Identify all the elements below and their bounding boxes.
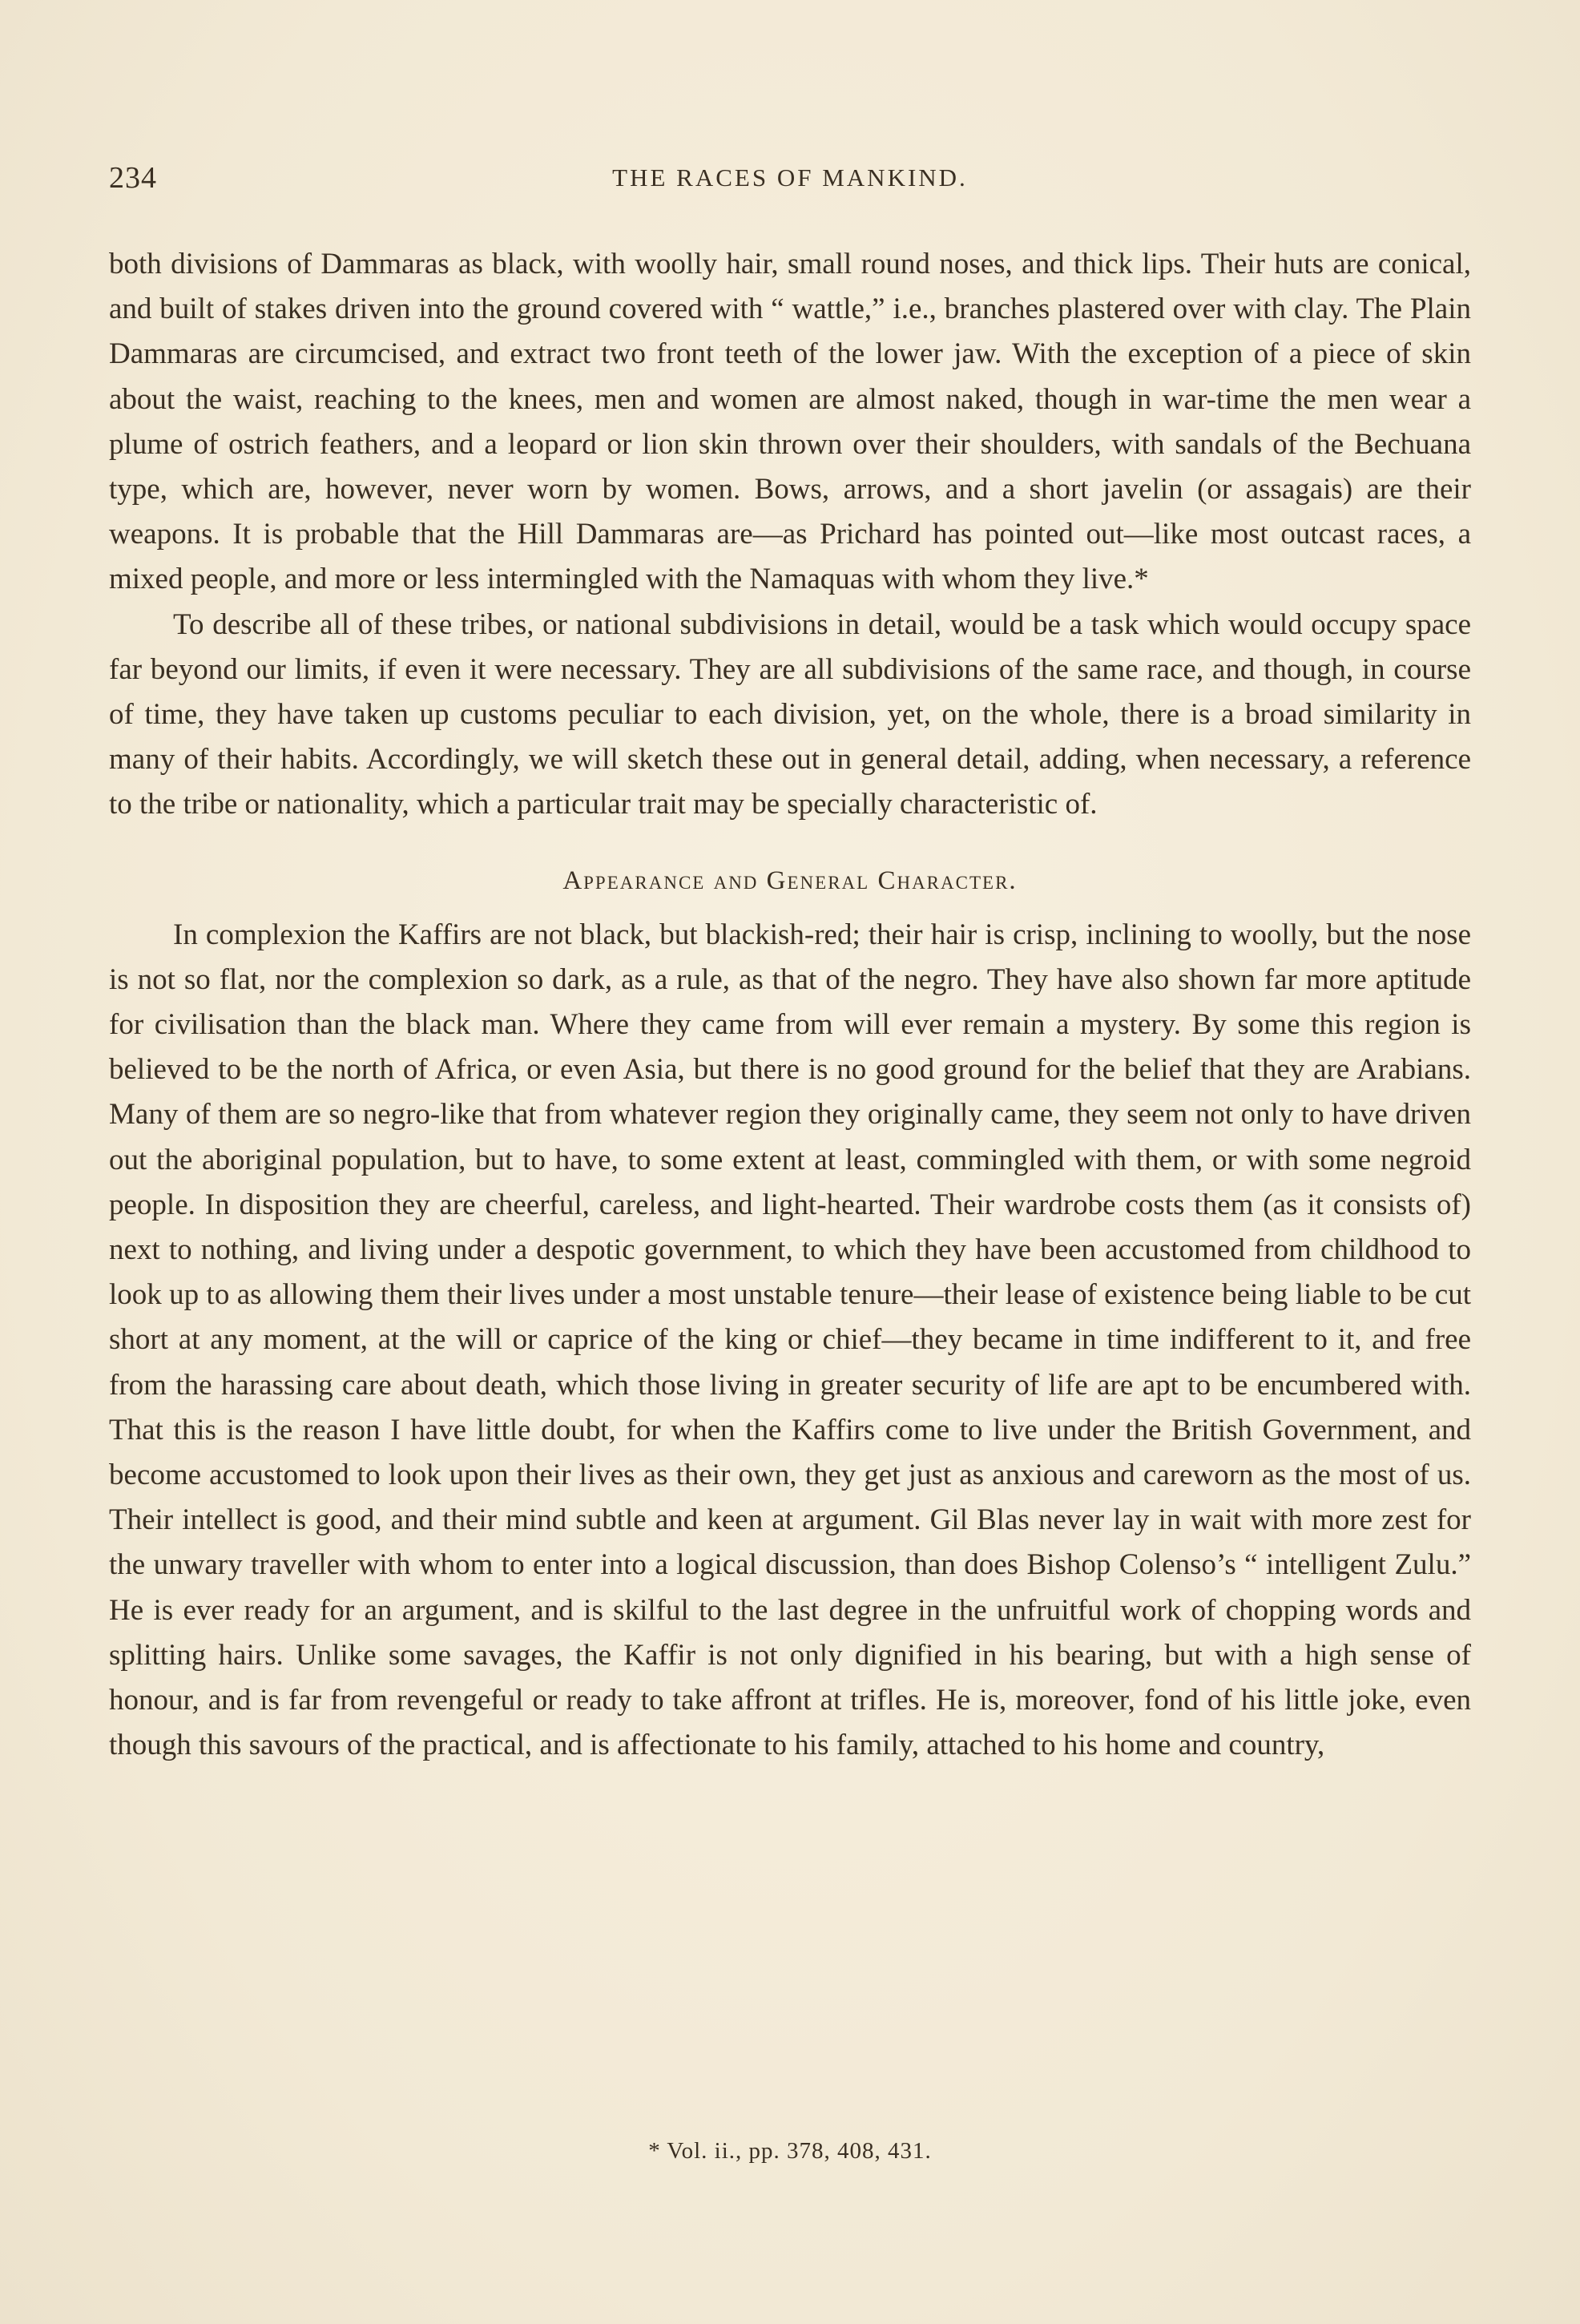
paragraph-tribes: To describe all of these tribes, or national subdivisions in detail, would be a task which would occupy space far beyond our limits, if even it were necessary. They are all subdivisions of the same race, and though, in course of time, they have taken up customs peculiar to each division, yet, on the whole, there is a broad similarity in many of their habits. Accordingly, we will sketch these out in general detail, adding, when necessary, a reference to the tribe or nationality, which a particular trait may be specially characteristic of.: [109, 607, 1471, 821]
page-body: [109, 242, 1471, 1769]
page-number: 234: [109, 161, 157, 195]
running-head: THE RACES OF MANKIND.: [612, 163, 968, 192]
paragraph-dammaras: both divisions of Dammaras as black, with woolly hair, small round noses, and thick lips. Their huts are conical, and built of stakes driven into the ground covered with “ wattle,” i.e., branches plastered over with clay. The Plain Dammaras are circumcised, and extract two front teeth of the lower jaw. With the exception of a piece of skin about the waist, reaching to the knees, men and women are almost naked, though in war-time the men wear a plume of ostrich feathers, and a leopard or lion skin thrown over their shoulders, with sandals of the Bechuana type, which are, however, never worn by women. Bows, arrows, and a short javelin (or assagais) are their weapons. It is probable that the Hill Dammaras are—as Prichard has pointed out—like most outcast races, a mixed people, and more or less intermingled with the Namaquas with whom they live.*: [109, 248, 1471, 596]
section-heading: Appearance and General Character.: [562, 865, 1018, 895]
page-header: [109, 160, 1471, 208]
footnote: * Vol. ii., pp. 378, 408, 431.: [648, 2138, 932, 2164]
paragraph-appearance: In complexion the Kaffirs are not black, but blackish-red; their hair is crisp, inclining to woolly, but the nose is not so flat, nor the complexion so dark, as a rule, as that of the negro. They have also shown far more aptitude for civilisation than the black man. Where they came from will ever remain a mystery. By some this region is believed to be the north of Africa, or even Asia, but there is no good ground for the belief that they are Arabians. Many of them are so negro-like that from whatever region they originally came, they seem not only to have driven out the aboriginal population, but to have, to some extent at least, commingled with them, or with some negroid people. In disposition they are cheerful, careless, and light-hearted. Their wardrobe costs them (as it consists of) next to nothing, and living under a despotic government, to which they have been accustomed from childhood to look up to as allowing them their lives under a most unstable tenure—their lease of existence being liable to be cut short at any moment, at the will or caprice of the king or chief—they became in time indifferent to it, and free from the harassing care about death, which those living in greater security of life are apt to be encumbered with. That this is the reason I have little doubt, for when the Kaffirs come to live under the British Government, and become accustomed to look upon their lives as their own, they get just as anxious and careworn as the most of us. Their intellect is good, and their mind subtle and keen at argument. Gil Blas never lay in wait with more zest for the unwary traveller with whom to enter into a logical discussion, than does Bishop Colenso’s “ intelligent Zulu.” He is ever ready for an argument, and is skilful to the last degree in the unfruitful work of chopping words and splitting hairs. Unlike some savages, the Kaffir is not only dignified in his bearing, but with a high sense of honour, and is far from revengeful or ready to take affront at trifles. He is, moreover, fond of his little joke, even though this savours of the practical, and is affectionate to his family, attached to his home and country,: [109, 918, 1471, 1762]
